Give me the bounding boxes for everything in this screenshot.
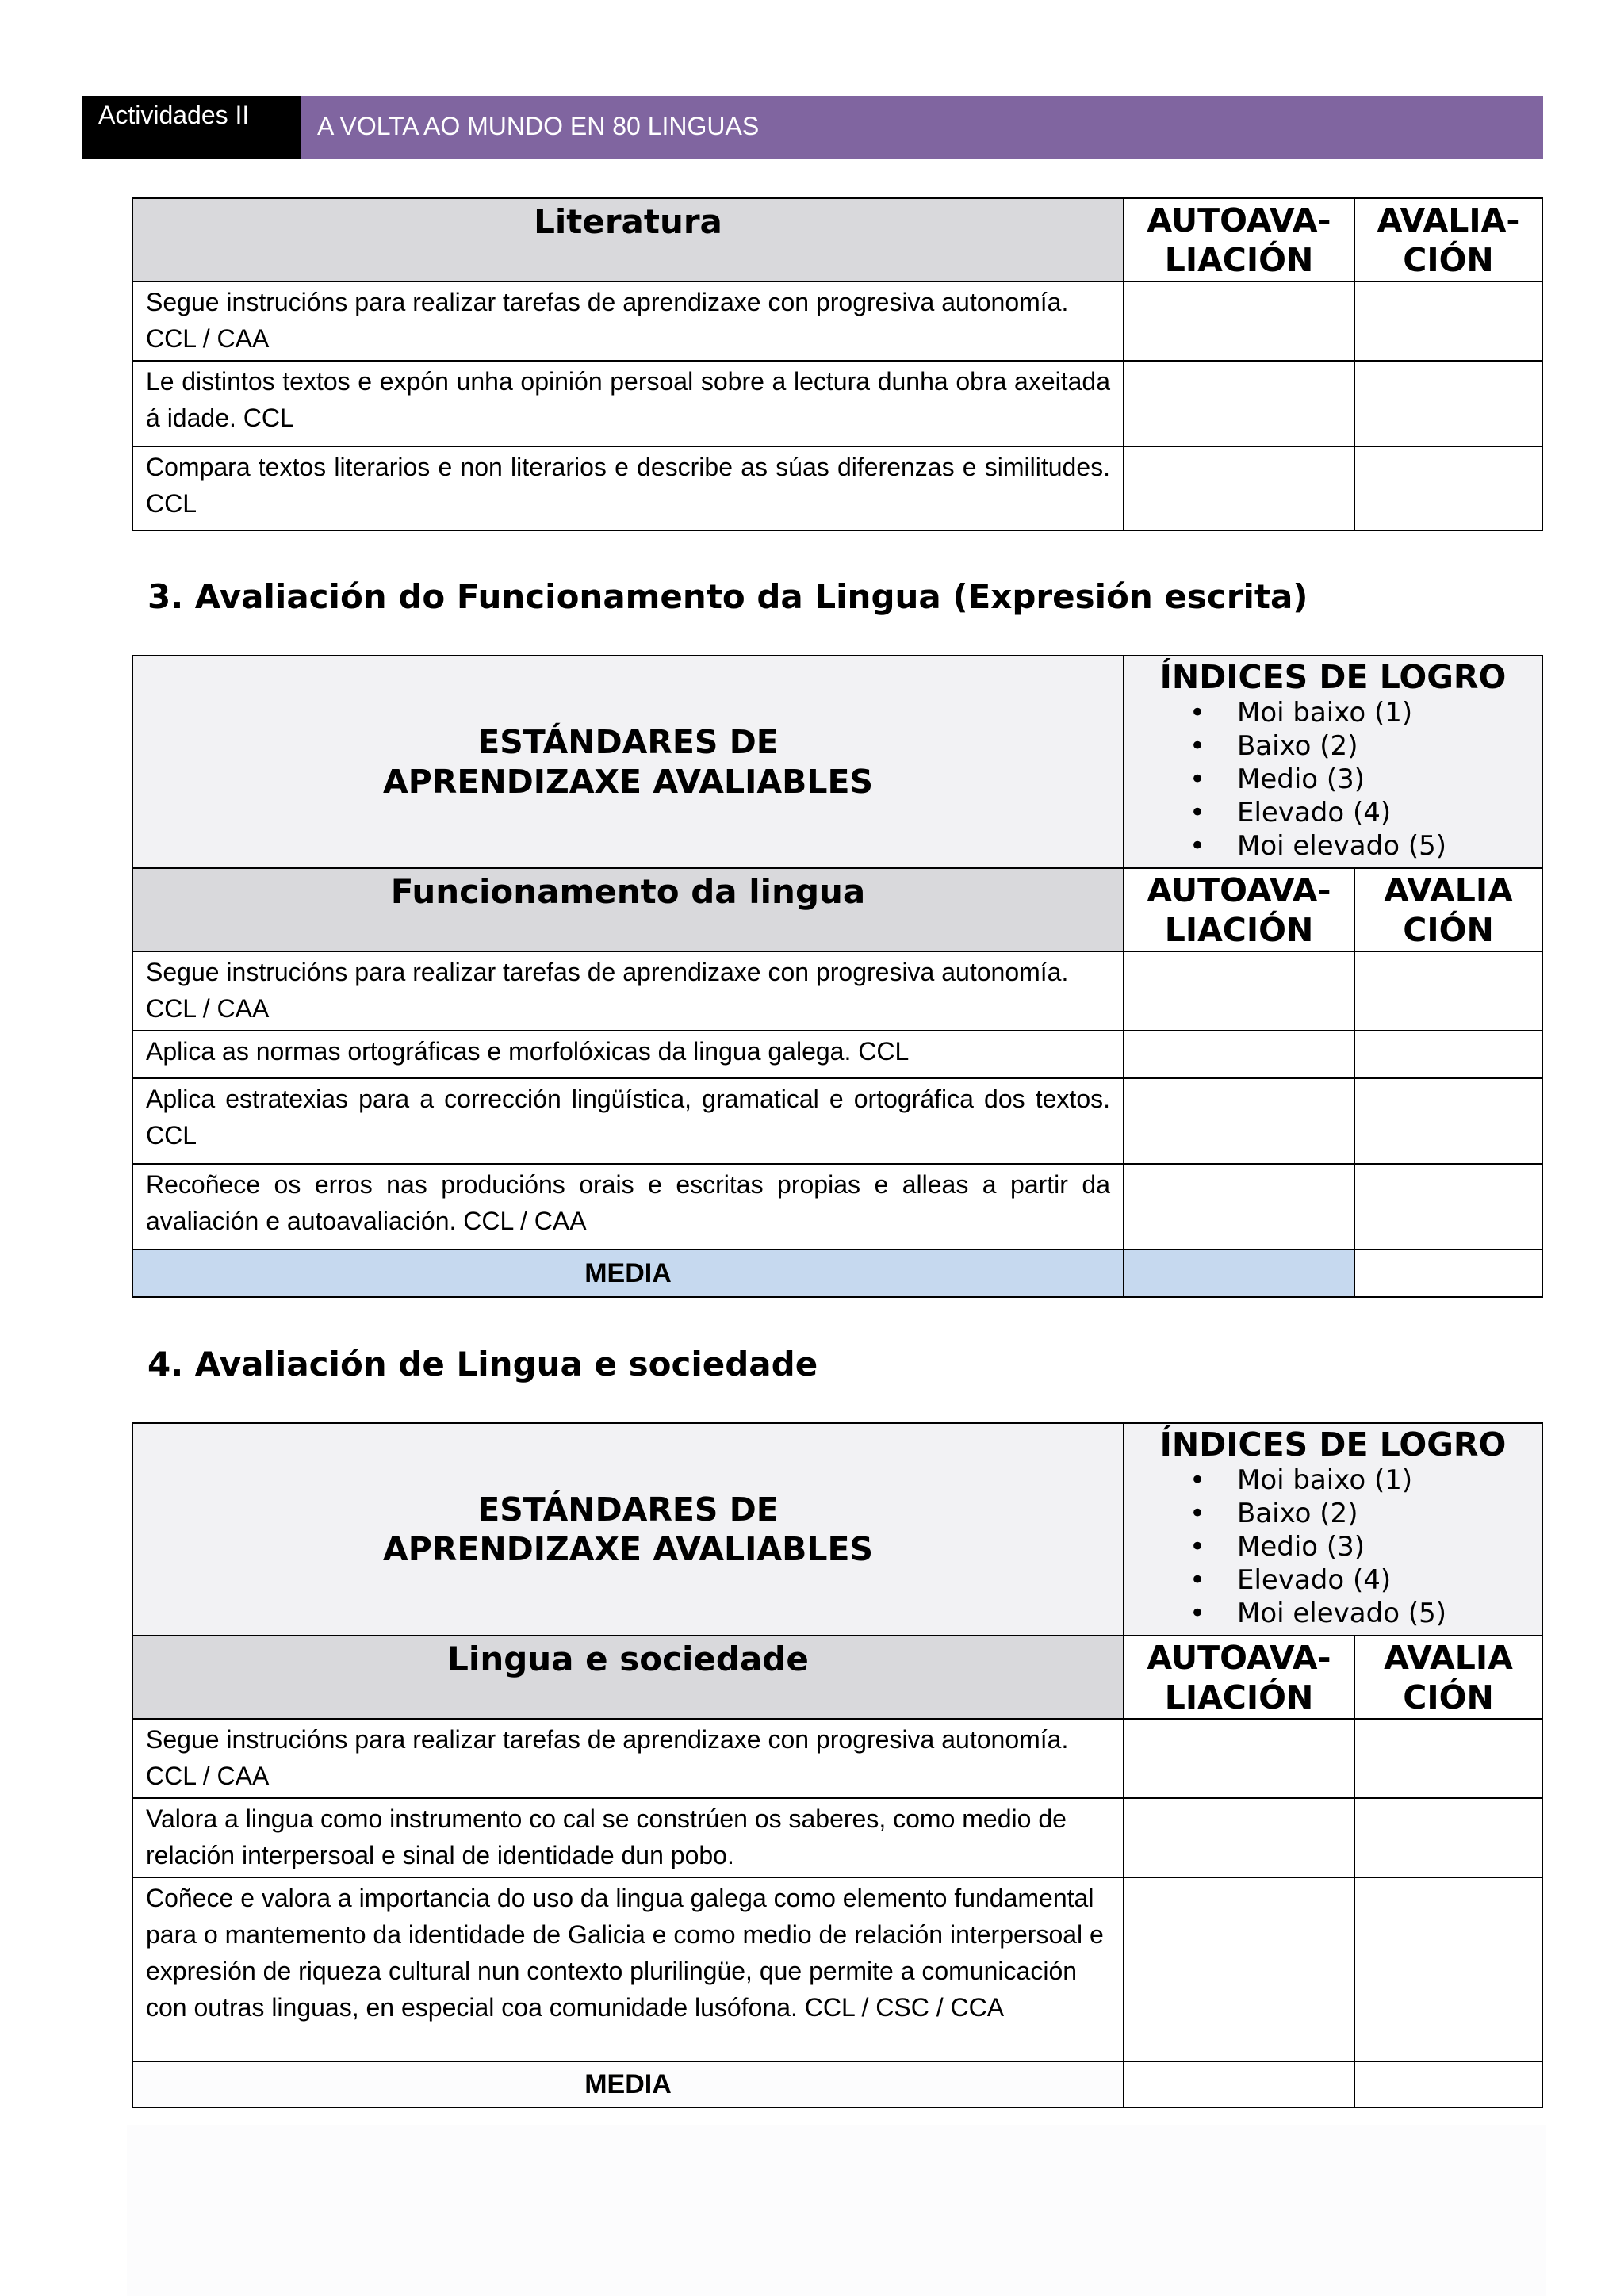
page-bottom-area [127, 2125, 1546, 2296]
avaliacion-cell[interactable] [1354, 951, 1542, 1031]
index-item: • Medio (3) [1237, 763, 1542, 796]
standard-row-text: Segue instrucións para realizar tarefas de aprendizaxe con progresiva autonomía. CCL / CAA [132, 281, 1124, 361]
media-autoavaliacion-cell[interactable] [1124, 2061, 1354, 2107]
autoavaliacion-cell[interactable] [1124, 1031, 1354, 1078]
autoavaliacion-cell[interactable] [1124, 1078, 1354, 1164]
autoavaliacion-header: AUTOAVA- LIACIÓN [1124, 868, 1354, 951]
avaliacion-cell[interactable] [1354, 1798, 1542, 1877]
funcionamento-subtitle: Funcionamento da lingua [132, 868, 1124, 951]
section-3-heading: 3. Avaliación do Funcionamento da Lingua (Expresión escrita) [147, 577, 1308, 616]
index-item: • Moi baixo (1) [1237, 1464, 1542, 1497]
header-section-label: Actividades II [82, 96, 301, 159]
standard-row-text: Valora a lingua como instrumento co cal se constrúen os saberes, como medio de relación interpersoal e sinal de identidade dun pobo. [132, 1798, 1124, 1877]
autoavaliacion-cell[interactable] [1124, 361, 1354, 446]
autoavaliacion-cell[interactable] [1124, 446, 1354, 530]
literatura-table [132, 197, 1543, 531]
media-label: MEDIA [132, 2061, 1124, 2107]
media-autoavaliacion-cell[interactable] [1124, 1249, 1354, 1297]
index-item: • Moi baixo (1) [1237, 696, 1542, 729]
avaliacion-header: AVALIA CIÓN [1354, 868, 1542, 951]
autoavaliacion-cell[interactable] [1124, 951, 1354, 1031]
literatura-title: Literatura [132, 198, 1124, 281]
avaliacion-cell[interactable] [1354, 446, 1542, 530]
lingua-sociedade-table [132, 1422, 1543, 2108]
page-header [82, 96, 1543, 159]
index-item: • Baixo (2) [1237, 729, 1542, 763]
index-item: • Moi elevado (5) [1237, 1597, 1542, 1630]
section-4-heading: 4. Avaliación de Lingua e sociedade [147, 1345, 818, 1383]
indices-list [1124, 1464, 1542, 1630]
media-label: MEDIA [132, 1249, 1124, 1297]
standard-row-text: Aplica estratexias para a corrección lingüística, gramatical e ortográfica dos textos. CCL [132, 1078, 1124, 1164]
index-item: • Medio (3) [1237, 1530, 1542, 1563]
autoavaliacion-header: AUTOAVA- LIACIÓN [1124, 1636, 1354, 1719]
funcionamento-table [132, 655, 1543, 1298]
autoavaliacion-cell[interactable] [1124, 281, 1354, 361]
avaliacion-cell[interactable] [1354, 1031, 1542, 1078]
autoavaliacion-header: AUTOAVA- LIACIÓN [1124, 198, 1354, 281]
autoavaliacion-cell[interactable] [1124, 1798, 1354, 1877]
index-item: • Moi elevado (5) [1237, 829, 1542, 863]
indices-title: ÍNDICES DE LOGRO [1159, 658, 1507, 696]
avaliacion-header: AVALIA- CIÓN [1354, 198, 1542, 281]
index-item: • Elevado (4) [1237, 796, 1542, 829]
autoavaliacion-cell[interactable] [1124, 1164, 1354, 1249]
avaliacion-cell[interactable] [1354, 1078, 1542, 1164]
standard-row-text: Coñece e valora a importancia do uso da lingua galega como elemento fundamental para o mantemento da identidade de Galicia e como medio de relación interpersoal e expresión de riqueza cultural nun contexto plurilingüe, que permite a comunicación con outras linguas, en especial coa comunidade lusófona. CCL / CSC / CCA [132, 1877, 1124, 2061]
standard-row-text: Le distintos textos e expón unha opinión persoal sobre a lectura dunha obra axeitada á idade. CCL [132, 361, 1124, 446]
media-avaliacion-cell[interactable] [1354, 2061, 1542, 2107]
media-avaliacion-cell[interactable] [1354, 1249, 1542, 1297]
avaliacion-cell[interactable] [1354, 281, 1542, 361]
autoavaliacion-cell[interactable] [1124, 1877, 1354, 2061]
indices-title: ÍNDICES DE LOGRO [1159, 1425, 1507, 1464]
lingua-sociedade-subtitle: Lingua e sociedade [132, 1636, 1124, 1719]
indices-de-logro [1124, 1423, 1542, 1636]
avaliacion-cell[interactable] [1354, 1164, 1542, 1249]
standards-title: ESTÁNDARES DE APRENDIZAXE AVALIABLES [132, 1423, 1124, 1636]
autoavaliacion-cell[interactable] [1124, 1719, 1354, 1798]
indices-de-logro [1124, 656, 1542, 868]
standard-row-text: Segue instrucións para realizar tarefas de aprendizaxe con progresiva autonomía. CCL / CAA [132, 1719, 1124, 1798]
standard-row-text: Segue instrucións para realizar tarefas de aprendizaxe con progresiva autonomía. CCL / CAA [132, 951, 1124, 1031]
standard-row-text: Compara textos literarios e non literarios e describe as súas diferenzas e similitudes. CCL [132, 446, 1124, 530]
indices-list [1124, 696, 1542, 863]
avaliacion-cell[interactable] [1354, 361, 1542, 446]
standards-title: ESTÁNDARES DE APRENDIZAXE AVALIABLES [132, 656, 1124, 868]
avaliacion-cell[interactable] [1354, 1719, 1542, 1798]
standard-row-text: Aplica as normas ortográficas e morfolóxicas da lingua galega. CCL [132, 1031, 1124, 1078]
index-item: • Elevado (4) [1237, 1563, 1542, 1597]
index-item: • Baixo (2) [1237, 1497, 1542, 1530]
avaliacion-cell[interactable] [1354, 1877, 1542, 2061]
avaliacion-header: AVALIA CIÓN [1354, 1636, 1542, 1719]
header-title: A VOLTA AO MUNDO EN 80 LINGUAS [301, 96, 1543, 159]
standard-row-text: Recoñece os erros nas producións orais e escritas propias e alleas a partir da avaliación e autoavaliación. CCL / CAA [132, 1164, 1124, 1249]
